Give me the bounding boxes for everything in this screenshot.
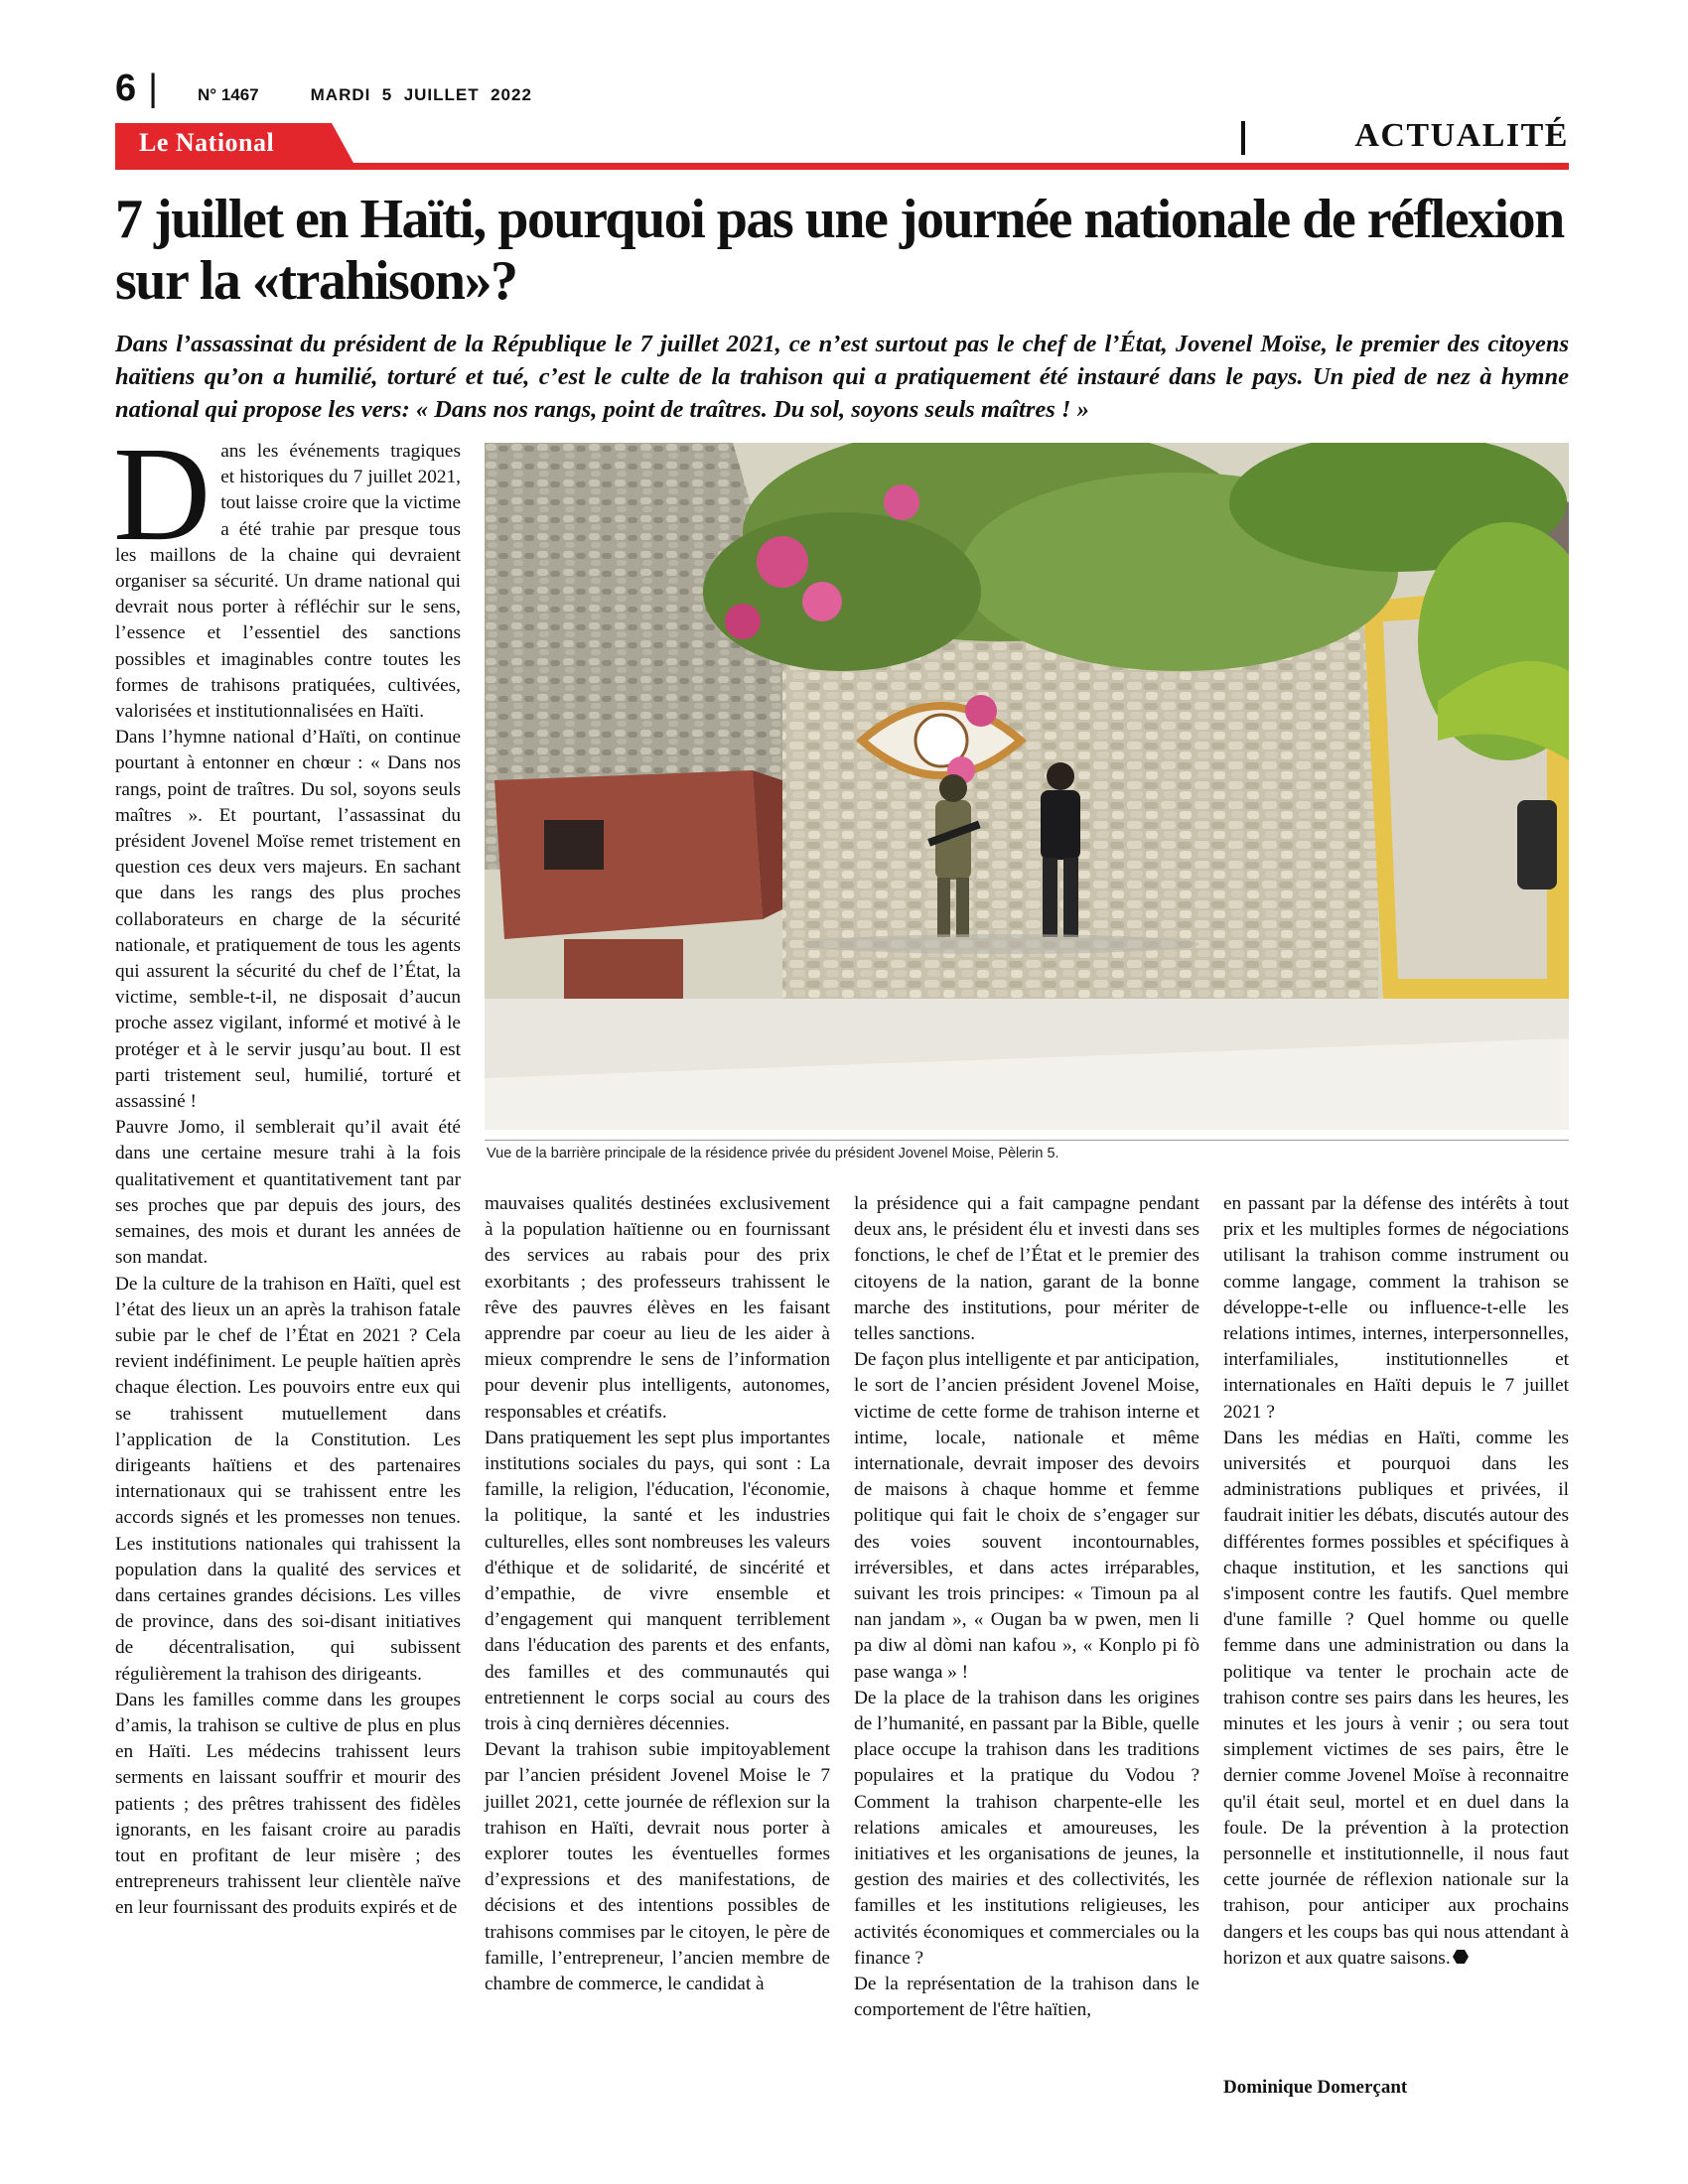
paragraph: De la représentation de la trahison dans le comportement de l'être haïtien, [854,1974,1199,2021]
header-rule [115,163,1569,170]
drop-cap: D [113,420,211,569]
brand-name: Le National [139,128,275,157]
article-column-3 [854,1191,1199,2024]
article-column-4 [1223,1191,1569,1972]
paragraph: De la place de la trahison dans les origines de l’humanité, en passant par la Bible, quelle place occupe la trahison dans les traditions populaires et la pratique du Vodou ? Comment la trahison charpente-elle les relations amicales et amoureuses, les initiatives et les organisations de jeunes, la gestion des mairies et des collectivités, les familles et les institutions religieuses, les activités économiques et commerciales ou la finance ? [854,1687,1199,1969]
folio [115,68,532,117]
page-number: 6 [115,68,137,109]
author-byline: Dominique Domerçant [1223,2077,1408,2098]
paragraph: Devant la trahison subie impitoyablement par l’ancien président Jovenel Moise le 7 juillet 2021, cette journée de réflexion sur la trahison en Haïti, devrait nous porter à explorer toutes les éventuelles formes d’expressions et des manifestations, de décisions et des intentions possibles de trahisons commises par le citoyen, le père de famille, l’entrepreneur, l’ancien membre de chambre de commerce, le candidat à [485,1739,830,1995]
photo-caption: Vue de la barrière principale de la résidence privée du président Jovenel Moise, Pèlerin 5. [487,1146,1059,1161]
issue-date: MARDI 5 JUILLET 2022 [310,85,532,104]
photo-illustration [485,443,1569,1130]
paragraph: De façon plus intelligente et par anticipation, le sort de l’ancien président Jovenel Moise, victime de cette forme de trahison interne et intime, locale, nationale et même internationale, devrait imposer des devoirs de maisons à chaque homme et femme politique qui fait le choix de s’engager sur des voies souvent incontournables, irréversibles, et dans actes irréparables, suivant les trois principes: « Timoun pa al nan jandam », « Ougan ba w pwen, men li pa diw al dòmi nan kafou », « Konplo pi fò pase wanga » ! [854,1349,1199,1683]
lede: Dans l’assassinat du président de la République le 7 juillet 2021, ce n’est surtout pas le chef de l’État, Jovenel Moïse, le premier des citoyens haïtiens qu’on a humilié, torturé et tué, c’est le culte de la trahison qui a pratiquement été instauré dans le pays. Un pied de nez à hymne national qui propose les vers: « Dans nos rangs, point de traîtres. Du sol, soyons seuls maîtres ! » [115,331,1569,423]
paragraph: Dans l’hymne national d’Haïti, on continue pourtant à entonner en chœur : « Dans nos rangs, point de traîtres. Du sol, soyons seuls maîtres ». Et pourtant, l’assassinat du président Jovenel Moïse remet tristement en question ces deux vers majeurs. En sachant que dans les rangs des plus proches collaborateurs en charge de la sécurité nationale, et pratiquement de tous les agents qui assurent la sécurité du chef de l’État, la victime, semble-t-il, ne disposait d’aucun proche assez vigilant, informé et motivé à le protéger et à le servir jusqu’au bout. Il est parti tristement seul, humilié, torturé et assassiné ! [115,727,461,1113]
paragraph: en passant par la défense des intérêts à tout prix et les multiples formes de négociations utilisant la trahison comme instrument ou comme langage, comment la trahison se développe-t-elle ou influence-t-elle les relations intimes, internes, interpersonnelles, interfamiliales, institutionnelles et internationales en Haïti depuis le 7 juillet 2021 ? [1223,1193,1569,1423]
paragraph: Dans pratiquement les sept plus importantes institutions sociales du pays, qui sont : La famille, la religion, l'éducation, l'économie, la politique, la santé et les industries culturelles, elles sont nombreuses les valeurs d'éthique et de solidarité, de sincérité et d’empathie, de vivre ensemble et d’engagement qui manquent terriblement dans l'éducation des parents et des enfants, des familles et des communautés qui entretiennent le corps social au cours des trois à cinq dernières décennies. [485,1427,830,1735]
caption-rule [485,1140,1569,1141]
article-photo [485,443,1569,1130]
paragraph: Pauvre Jomo, il semblerait qu’il avait été dans une certaine mesure trahi à la fois qualitativement et quantitativement tant par ses proches que par depuis des jours, des semaines, des mois et durant les années de son mandat. [115,1117,461,1269]
end-mark-icon [1453,1949,1469,1965]
paragraph: mauvaises qualités destinées exclusivement à la population haïtienne ou en fournissant des services au rabais pour des prix exorbitants ; des professeurs trahissent le rêve des pauvres élèves en les faisant apprendre par coeur au lieu de les aider à mieux comprendre le sens de l’information pour devenir plus intelligents, autonomes, responsables et créatifs. [485,1193,830,1423]
article-column-1 [113,420,461,1922]
paragraph: De la culture de la trahison en Haïti, quel est l’état des lieux un an après la trahison fatale subie par le chef de l’État en 2021 ? Cela revient indéfiniment. Le peuple haïtien après chaque élection. Les pouvoirs entre eux qui se trahissent mutuellement dans l’application de la Constitution. Les dirigeants haïtiens et des partenaires internationaux qui se trahissent entre les accords signés et les promesses non tenues. Les institutions nationales qui trahissent la population dans la qualité des services et dans certaines grandes décisions. Les villes de province, dans des soi-disant initiatives de décentralisation, qui subissent régulièrement la trahison des dirigeants. [115,1273,461,1685]
section-label: ACTUALITÉ [1354,117,1569,154]
section-separator [1241,121,1245,155]
paragraph: Dans les médias en Haïti, comme les universités et pourquoi dans les administrations publiques et privées, il faudrait initier les débats, discutés autour des différentes formes possibles et spécifiques à chaque institution, et les sanctions qui s'imposent contre les fautifs. Quel membre d'une famille ? Quel homme ou quelle femme dans une administration ou dans la politique va tenter le prochain acte de trahison contre ses pairs dans les heures, les minutes et les jours à venir ; ou sera tout simplement victimes de ses pairs, être le dernier comme Jovenel Moïse à reconnaitre qu'il était seul, mortel et en duel dans la foule. De la prévention à la protection personnelle et institutionnelle, il nous faut cette journée de réflexion nationale sur la trahison, pour anticiper aux prochains dangers et les coups bas qui nous attendant à horizon et aux quatre saisons. [1223,1427,1569,1969]
folio-separator: | [148,68,159,109]
paragraph: Dans les familles comme dans les groupes d’amis, la trahison se cultive de plus en plus en Haïti. Les médecins trahissent leurs serments en laissant souffrir et mourir des patients ; des prêtres trahissent des fidèles ignorants, en les faisant croire au paradis tout en profitant de leur misère ; des entrepreneurs trahissent leur clientèle naïve en leur fournissant des produits expirés et de [115,1689,461,1919]
headline: 7 juillet en Haïti, pourquoi pas une journée nationale de réflexion sur la «trahison»? [115,189,1564,312]
paragraph: la présidence qui a fait campagne pendant deux ans, le président élu et investi dans ses fonctions, le chef de l’État et le premier des citoyens de la nation, garant de la bonne marche des institutions, pour mériter de telles sanctions. [854,1193,1199,1345]
article-column-2 [485,1191,830,1997]
paragraph: Dans les événements tragiques et historiques du 7 juillet 2021, tout laisse croire que la victime a été trahie par presque tous les maillons de la chaine qui devraient organiser sa sécurité. Un drame national qui devrait nous porter à réfléchir sur le sens, l’essence et l’essentiel des sanctions possibles et imaginables contre toutes les formes de trahisons pratiquées, cultivées, valorisées et institutionnalisées en Haïti. [113,420,461,723]
issue-number: N° 1467 [198,85,259,104]
